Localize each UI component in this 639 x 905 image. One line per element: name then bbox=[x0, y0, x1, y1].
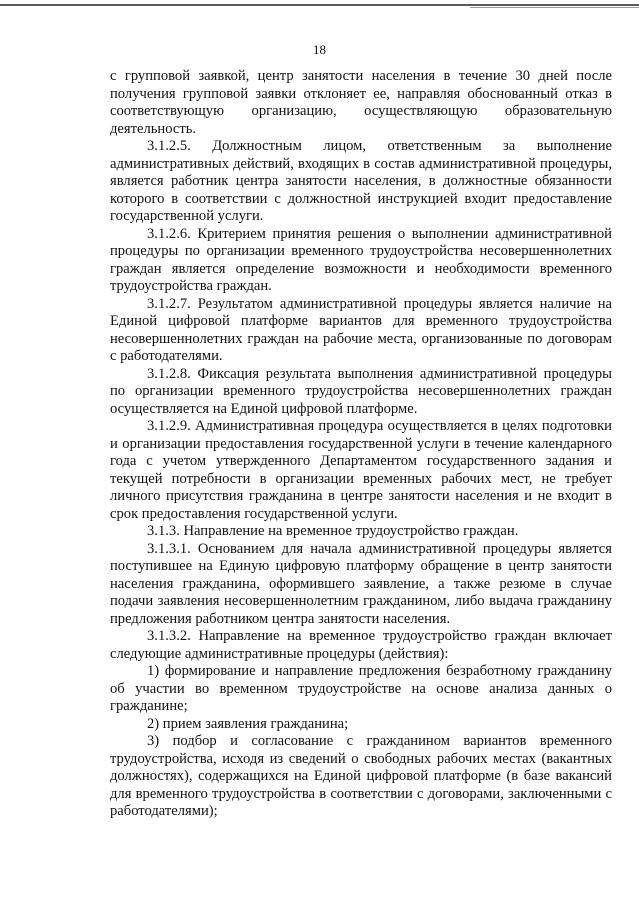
paragraph-3-1-3: 3.1.3. Направление на временное трудоустройство граждан. bbox=[147, 523, 519, 539]
list-item-2: 2) прием заявления гражданина; bbox=[147, 715, 349, 732]
paragraph-3-1-2-9: 3.1.2.9. Административная процедура осуществляется в целях подготовки и организации предоставления государственной услуги в течение календарного года с учетом утвержденного Департаментом государственного задания и текущей потребности в организации временных рабочих мест, не требует личного присутствия гражданина в центре занятости населения и не входит в срок предоставления государственной услуги. bbox=[110, 418, 612, 522]
paragraph-3-1-3-1: 3.1.3.1. Основанием для начала административной процедуры является поступившее на Единую цифровую платформу обращение в центр занятости населения гражданина, оформившего заявление, а также резюме в случае подачи заявления несовершеннолетним гражданином, либо выдача гражданину предложения работником центра занятости населения. bbox=[110, 540, 612, 627]
paragraph-3-1-2-6: 3.1.2.6. Критерием принятия решения о выполнении административной процедуры по организации временного трудоустройства несовершеннолетних граждан является определение возможности и необходимости временного трудоустройства граждан. bbox=[110, 225, 612, 294]
page-number: 18 bbox=[313, 42, 326, 57]
list-item-3: 3) подбор и согласование с гражданином вариантов временного трудоустройства, исходя из сведений о свободных рабочих местах (вакантных должностях), содержащихся на Единой цифровой платформе (в базе вакансий для временного трудоустройства в соответствии с договорами, заключенными с работодателями); bbox=[110, 733, 612, 819]
paragraph-3-1-3-2: 3.1.3.2. Направление на временное трудоустройство граждан включает следующие административные процедуры (действия): bbox=[110, 628, 612, 662]
paragraph-3-1-2-8: 3.1.2.8. Фиксация результата выполнения административной процедуры по организации временного трудоустройства несовершеннолетних граждан осуществляется на Единой цифровой платформе. bbox=[110, 365, 612, 417]
scan-edge-line bbox=[470, 7, 639, 8]
paragraph-3-1-2-7: 3.1.2.7. Результатом административной процедуры является наличие на Единой цифровой платформе вариантов для временного трудоустройства несовершеннолетних граждан на рабочие места, организованные по договорам с работодателями. bbox=[110, 295, 612, 364]
list-item-1: 1) формирование и направление предложения безработному гражданину об участии во временном трудоустройстве на основе анализа данных о гражданине; bbox=[110, 663, 612, 714]
paragraph-continuation: с групповой заявкой, центр занятости населения в течение 30 дней после получения групповой заявки отклоняет ее, направляя обоснованный отказ в соответствующую организацию, осуществляющую образовательную деятельность. bbox=[110, 68, 612, 137]
paragraph-3-1-2-5: 3.1.2.5. Должностным лицом, ответственным за выполнение административных действий, входящих в состав административной процедуры, является работник центра занятости населения, в должностные обязанности которого в соответствии с должностной инструкцией входит предоставление государственной услуги. bbox=[110, 138, 612, 224]
document-body bbox=[110, 68, 612, 821]
scan-edge-line bbox=[0, 4, 639, 6]
